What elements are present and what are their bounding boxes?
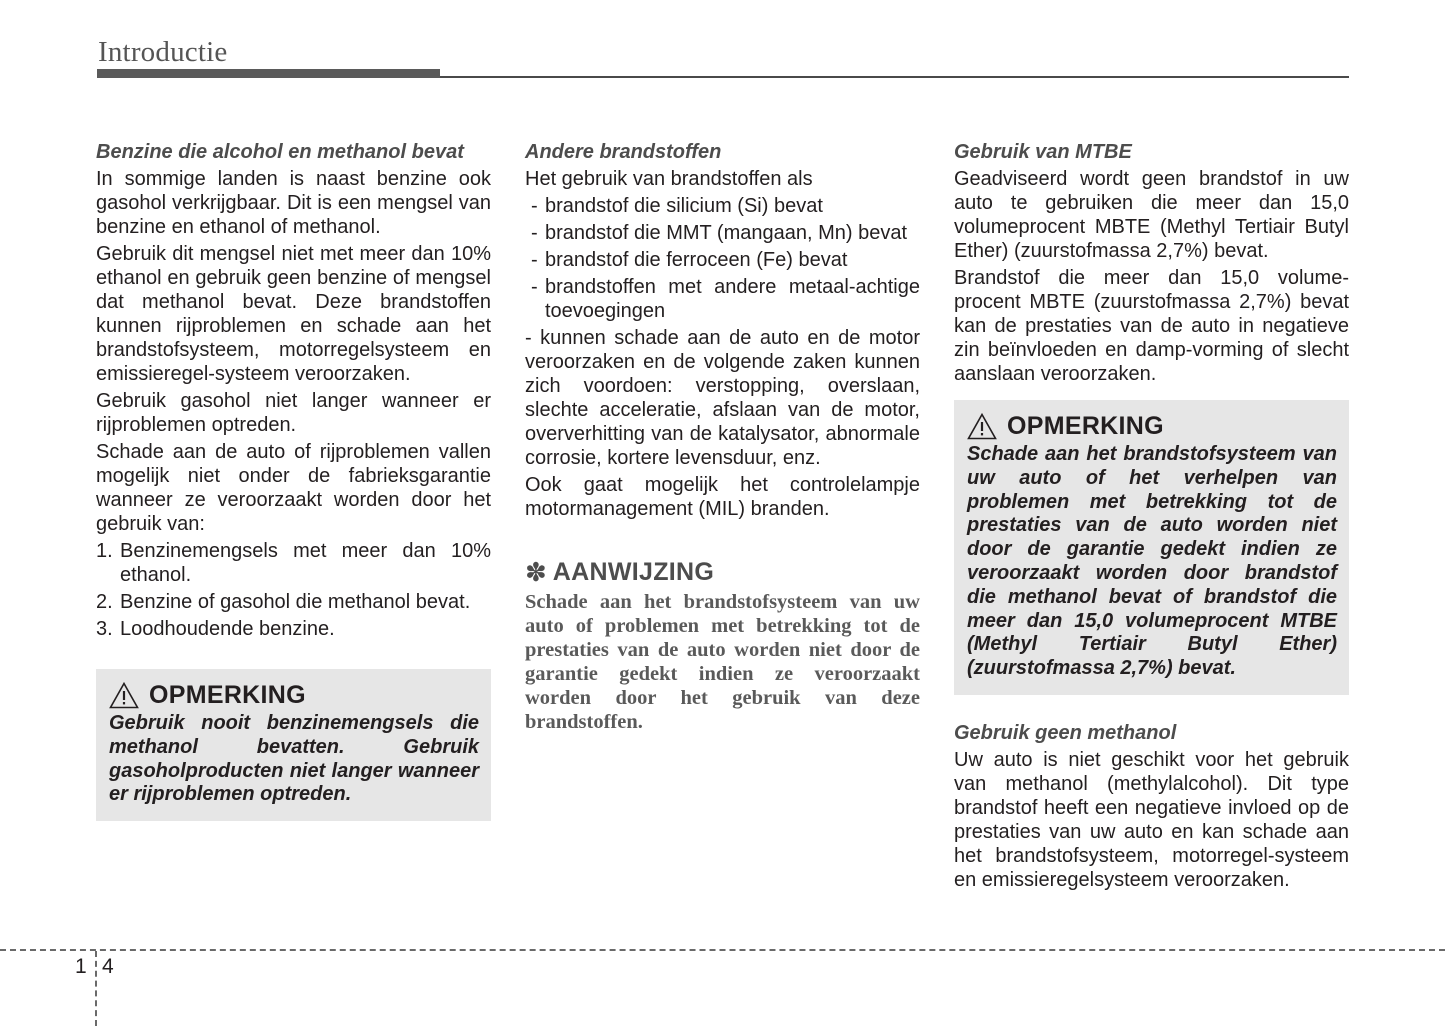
section-heading-alcohol: Benzine die alcohol en methanol bevat bbox=[96, 141, 464, 163]
paragraph: Gebruik dit mengsel niet met meer dan 10% ethanol en gebruik geen benzine of mengsel dat methanol bevat. Deze brandstoffen kunnen rijproblemen en schade aan het brandstofsysteem, motorregelsysteem en emissieregel-systeem veroorzaken. bbox=[96, 243, 491, 385]
caution-title: OPMERKING bbox=[1007, 412, 1164, 440]
list-item bbox=[525, 248, 920, 272]
list-item bbox=[96, 539, 491, 587]
list-number: 3. bbox=[96, 618, 113, 640]
list-number: 1. bbox=[96, 540, 113, 562]
list-item bbox=[525, 194, 920, 218]
section-heading-no-methanol: Gebruik geen methanol bbox=[954, 721, 1177, 744]
list-text: brandstof die ferroceen (Fe) bevat bbox=[545, 249, 848, 271]
paragraph: Brandstof die meer dan 15,0 volume-procent MBTE (zuurstofmassa 2,7%) bevat kan de prestaties van de auto in negatieve zin beïnvloeden en damp-vorming of slecht aanslaan veroorzaken. bbox=[954, 267, 1349, 385]
list-text: brandstoffen met andere metaal-achtige toevoegingen bbox=[545, 276, 920, 322]
footer-vertical-divider bbox=[95, 951, 97, 1026]
paragraph: Schade aan de auto of rijproblemen vallen mogelijk niet onder de fabrieksgarantie wanneer ze veroorzaakt worden door het gebruik van: bbox=[96, 441, 491, 535]
list-text: Benzinemengsels met meer dan 10% ethanol. bbox=[120, 540, 491, 586]
section-heading-other-fuels: Andere brandstoffen bbox=[525, 141, 722, 163]
list-number: 2. bbox=[96, 591, 113, 613]
list-item bbox=[525, 275, 920, 323]
list-text: Loodhoudende benzine. bbox=[120, 618, 335, 640]
paragraph: - kunnen schade aan de auto en de motor veroorzaken en de volgende zaken kunnen zich voordoen: verstopping, overslaan, slechte acceleratie, afslaan van de motor, oververhitting van de katalysator, abnormale corrosie, kortere levensduur, enz. bbox=[525, 327, 920, 469]
hint-header bbox=[525, 557, 920, 588]
caution-text: Schade aan het brandstofsysteem van uw auto of het verhelpen van problemen met betrekking tot de prestaties van de auto worden niet door de garantie gedekt indien ze veroorzaakt worden door brandstof die methanol bevat of brandstof die meer dan 15,0 volumeprocent MTBE (Methyl Tertiair Butyl Ether) (zuurstofmassa 2,7%) bevat. bbox=[967, 443, 1337, 680]
page-number: 4 bbox=[102, 955, 114, 978]
list-dash: - bbox=[531, 249, 538, 271]
caution-title: OPMERKING bbox=[149, 681, 306, 709]
caution-text: Gebruik nooit benzinemengsels die methanol bevatten. Gebruik gasoholproducten niet langer wanneer er rijproblemen optreden. bbox=[109, 712, 479, 806]
list-dash: - bbox=[531, 195, 538, 217]
chapter-number: 1 bbox=[75, 955, 87, 978]
list-dash: - bbox=[531, 222, 538, 244]
list-text: Benzine of gasohol die methanol bevat. bbox=[120, 591, 471, 613]
paragraph: In sommige landen is naast benzine ook gasohol verkrijgbaar. Dit is een mengsel van benzine en ethanol of methanol. bbox=[96, 168, 491, 238]
paragraph: Gebruik gasohol niet langer wanneer er rijproblemen optreden. bbox=[96, 390, 491, 436]
list-text: brandstof die silicium (Si) bevat bbox=[545, 195, 823, 217]
caution-header bbox=[109, 681, 479, 710]
warning-triangle-icon bbox=[967, 413, 997, 440]
page-title: Introductie bbox=[98, 36, 228, 68]
header-rule-thin bbox=[440, 76, 1349, 78]
paragraph: Uw auto is niet geschikt voor het gebruik van methanol (methylalcohol). Dit type brandstof heeft een negatieve invloed op de prestaties van uw auto en kan schade aan het brandstofsysteem, motorregel-systeem en emissieregelsysteem veroorzaken. bbox=[954, 748, 1349, 891]
list-item bbox=[525, 221, 920, 245]
list-item bbox=[96, 590, 491, 614]
column-right bbox=[954, 140, 1349, 892]
caution-box bbox=[96, 669, 491, 821]
list-dash: - bbox=[531, 276, 538, 298]
asterisk-icon: ✽ bbox=[525, 557, 547, 587]
hint-text: Schade aan het brandstofsysteem van uw auto of problemen met betrekking tot de prestaties van de auto worden niet door de garantie gedekt indien ze veroorzaakt worden door het gebruik van deze brandstoffen. bbox=[525, 591, 920, 733]
header-rule-thick bbox=[97, 69, 440, 78]
paragraph: Het gebruik van brandstoffen als bbox=[525, 168, 813, 190]
section-heading-mtbe: Gebruik van MTBE bbox=[954, 141, 1132, 163]
paragraph: Geadviseerd wordt geen brandstof in uw auto te gebruiken die meer dan 15,0 volumeprocent MBTE (Methyl Tertiair Butyl Ether) (zuurstofmassa 2,7%) bevat. bbox=[954, 168, 1349, 262]
footer-divider bbox=[0, 949, 1445, 951]
list-item bbox=[96, 617, 491, 641]
paragraph: Ook gaat mogelijk het controlelampje motormanagement (MIL) branden. bbox=[525, 474, 920, 520]
list-text: brandstof die MMT (mangaan, Mn) bevat bbox=[545, 222, 908, 244]
caution-box bbox=[954, 400, 1349, 695]
column-left bbox=[96, 140, 491, 821]
caution-header bbox=[967, 412, 1337, 441]
hint-title: AANWIJZING bbox=[552, 558, 715, 586]
warning-triangle-icon bbox=[109, 682, 139, 709]
column-middle bbox=[525, 140, 920, 734]
